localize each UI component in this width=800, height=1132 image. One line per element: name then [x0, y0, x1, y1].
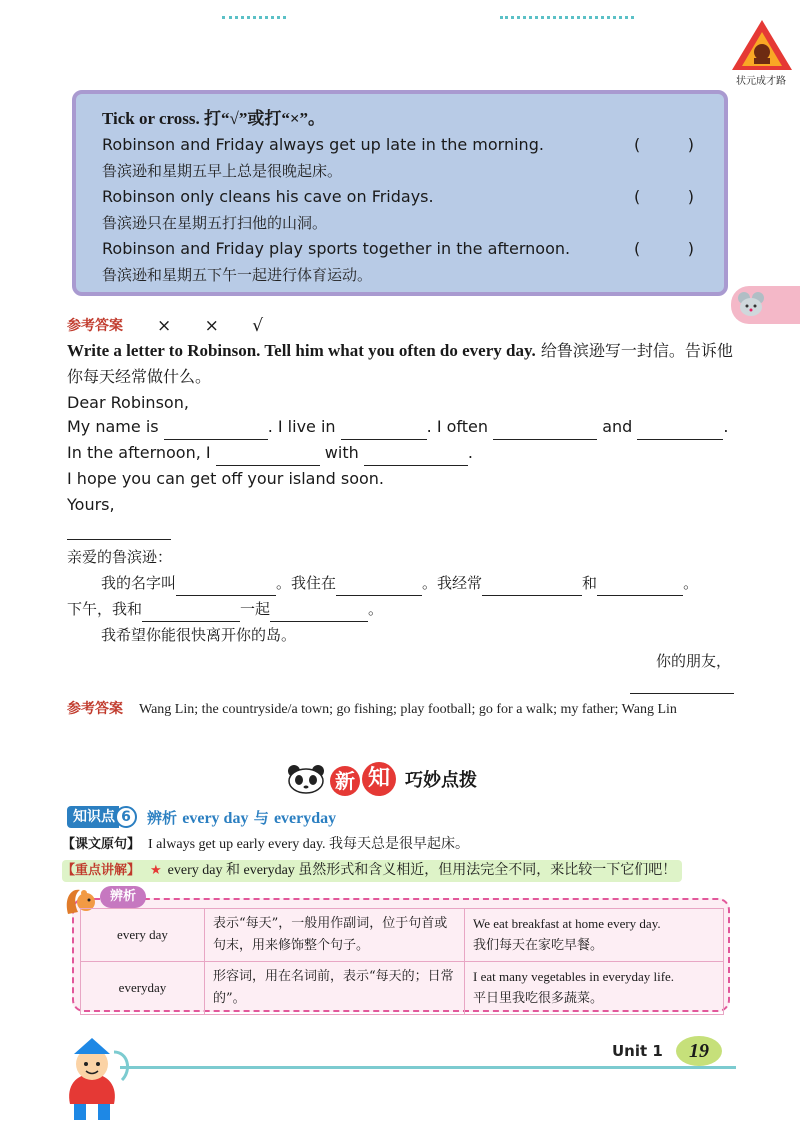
mascot-icon [52, 1030, 132, 1122]
banner-title: 巧妙点拨 [405, 770, 477, 791]
exercise-item-en: Robinson and Friday always get up late in the morning. [102, 135, 544, 154]
mouse-icon [736, 290, 766, 318]
table-cell-desc: 表示“每天”，一般用作副词，位于句首或句末，用来修饰整个句子。 [205, 909, 465, 962]
unit-label: Unit 1 [612, 1042, 663, 1060]
blank-place-zh[interactable] [336, 576, 422, 596]
analysis-tag: 辨析 [100, 886, 146, 908]
table-cell-example: We eat breakfast at home every day. 我们每天在家吃早餐。 [465, 909, 724, 962]
answer-text: Wang Lin; the countryside/a town; go fishing; play football; go for a walk; my father; Wang Lin [139, 702, 677, 717]
answer-label: 参考答案 [67, 318, 123, 334]
exercise-item-zh: 鲁滨逊和星期五早上总是很晚起床。 [102, 162, 343, 180]
letter-instruction [67, 338, 747, 390]
banner-dots-right [500, 16, 634, 19]
letter-closing: Yours, [67, 495, 115, 514]
zh-line-1: 我的名字叫 。我住在 。我经常 和 。 [67, 570, 747, 596]
blank-name-zh[interactable] [176, 576, 276, 596]
tick-or-cross-exercise [72, 90, 728, 296]
footer-line [120, 1066, 736, 1069]
exercise-item-en: Robinson only cleans his cave on Fridays. [102, 187, 434, 206]
letter-line-1: My name is . I live in . I often and . [67, 414, 747, 440]
exercise-item [102, 236, 700, 262]
instruction-en: Write a letter to Robinson. Tell him what you often do every day. [67, 341, 536, 360]
exercise-item [102, 184, 700, 210]
letter-greeting: Dear Robinson, [67, 393, 189, 412]
knowledge-point-number: 6 [115, 806, 137, 828]
exercise-item [102, 132, 700, 158]
table-cell-desc: 形容词，用在名词前，表示“每天的；日常的”。 [205, 962, 465, 1015]
blank-companion-zh[interactable] [142, 602, 240, 622]
blank-place[interactable] [341, 420, 427, 440]
blank-name[interactable] [164, 420, 268, 440]
answer-label: 参考答案 [67, 701, 123, 717]
zh-line-3: 我希望你能很快离开你的岛。 [101, 626, 297, 644]
knowledge-point-title: 辨析 every day 与 everyday [147, 808, 337, 827]
table-row [81, 962, 724, 1015]
page-number: 19 [676, 1036, 722, 1066]
reference-answer-2 [67, 698, 727, 721]
panda-icon [284, 764, 328, 794]
answer-parentheses[interactable]: ( ) [634, 239, 694, 258]
blank-activity-2-zh[interactable] [597, 576, 683, 596]
answer-parentheses[interactable]: ( ) [634, 187, 694, 206]
banner-dots-left [222, 16, 286, 19]
star-icon: ★ [150, 863, 162, 878]
exercise-item-en: Robinson and Friday play sports together in the afternoon. [102, 239, 571, 258]
blank-signature[interactable] [67, 520, 171, 540]
banner-char-new: 新 [330, 766, 360, 796]
blank-companion[interactable] [364, 446, 468, 466]
exercise-item-zh: 鲁滨逊和星期五下午一起进行体育运动。 [102, 266, 373, 284]
answer-marks: × × √ [157, 316, 278, 336]
blank-signature-zh[interactable] [630, 674, 734, 694]
zh-line-2: 下午，我和 一起 。 [67, 596, 747, 622]
blank-activity-2[interactable] [637, 420, 723, 440]
source-sentence: 【课文原句】 I always get up early every day. 我每天总是很早起床。 [62, 837, 470, 852]
logo-text: 状元成才路 [736, 76, 786, 87]
exercise-item-zh: 鲁滨逊只在星期五打扫他的山洞。 [102, 214, 328, 232]
zh-greeting: 亲爱的鲁滨逊： [67, 548, 173, 566]
blank-activity-1[interactable] [493, 420, 597, 440]
blank-afternoon-activity-zh[interactable] [270, 602, 368, 622]
table-row [81, 909, 724, 962]
knowledge-point-badge: 知识点 [67, 806, 119, 828]
table-cell-word: every day [81, 909, 205, 962]
knowledge-point-heading [67, 805, 336, 829]
letter-line-3: I hope you can get off your island soon. [67, 469, 385, 488]
letter-line-2: In the afternoon, I with . [67, 440, 747, 466]
blank-afternoon-activity[interactable] [216, 446, 320, 466]
banner-char-know: 知 [362, 762, 396, 796]
answer-parentheses[interactable]: ( ) [634, 135, 694, 154]
key-explanation: 【重点讲解】 ★ every day 和 everyday 虽然形式和含义相近，但用法完全不同，来比较一下它们吧！ [62, 860, 682, 882]
blank-activity-1-zh[interactable] [482, 576, 582, 596]
reference-answer-1 [67, 314, 277, 338]
analysis-table [80, 908, 724, 1015]
instruction-zh: 给鲁滨逊写一封信。告诉他你每天经常做什么。 [67, 341, 733, 386]
table-cell-word: everyday [81, 962, 205, 1015]
table-cell-example: I eat many vegetables in everyday life. 平日里我吃很多蔬菜。 [465, 962, 724, 1015]
exercise-title: Tick or cross. 打“√”或打“×”。 [102, 109, 326, 128]
zh-closing: 你的朋友， [656, 652, 732, 670]
